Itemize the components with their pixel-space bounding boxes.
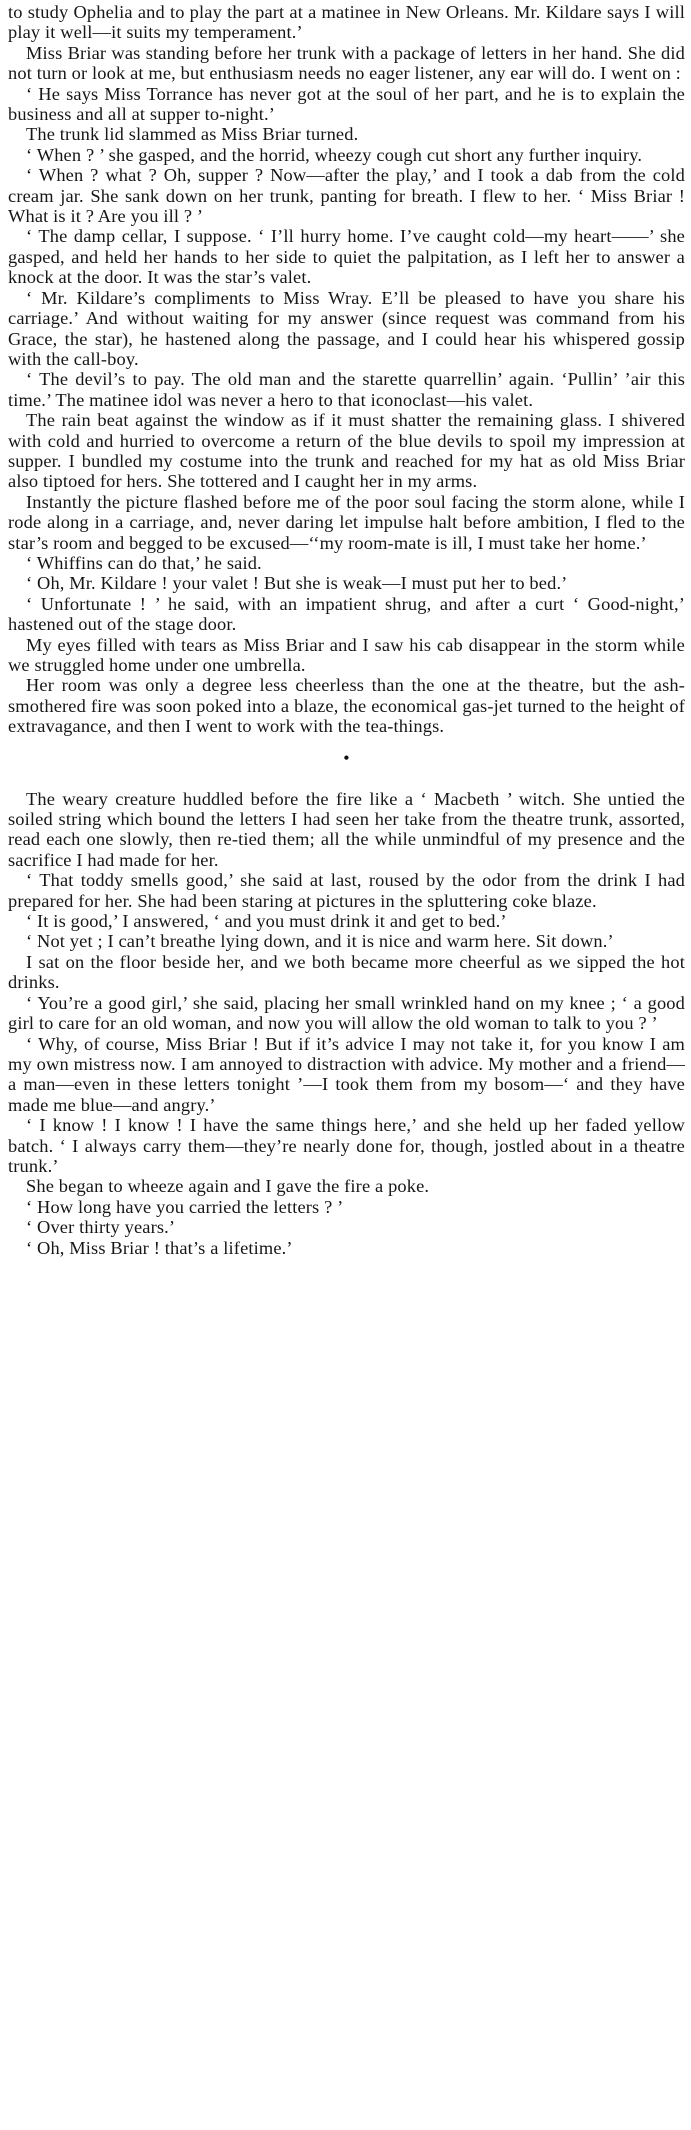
paragraph: ‘ That toddy smells good,’ she said at last, roused by the odor from the drink I had prepared for her. She had been staring at pictures in the spluttering coke blaze. [8,870,685,911]
paragraph: Miss Briar was standing before her trunk with a package of letters in her hand. She did not turn or look at me, but enthusiasm needs no eager listener, any ear will do. I went on : [8,42,685,84]
paragraph: ‘ When ? ’ she gasped, and the horrid, wheezy cough cut short any further inquiry. [26,144,643,165]
paragraph: ‘ You’re a good girl,’ she said, placing her small wrinkled hand on my knee ; ‘ a good girl to care for an old woman, and now you will allow the old woman to talk to you ? ’ [8,992,685,1034]
paragraph: ‘ Whiffins can do that,’ he said. [26,552,262,573]
paragraph: Instantly the picture flashed before me of the poor soul facing the storm alone, while I rode along in a carriage, and, never daring let impulse halt before ambition, I fled to the star’s room and begged to be excused—‘‘my room-mate is ill, I must take her home.’ [8,491,685,553]
paragraph: to study Ophelia and to play the part at a matinee in New Orleans. Mr. Kildare says I will play it well—it suits my temperament.’ [8,2,685,43]
paragraph: She began to wheeze again and I gave the fire a poke. [26,1176,430,1197]
paragraph: ‘ The damp cellar, I suppose. ‘ I’ll hurry home. I’ve caught cold—my heart——’ she gasped, and held her hands to her side to quiet the palpitation, as I left her to answer a knock at the door. It was the star’s valet. [8,226,685,288]
paragraph: I sat on the floor beside her, and we both became more cheerful as we sipped the hot drinks. [8,951,685,993]
paragraph: The weary creature huddled before the fire like a ‘ Macbeth ’ witch. She untied the soiled string which bound the letters I had seen her take from the theatre trunk, assorted, read each one slowly, then re-tied them; all the while unmindful of my presence and the sacrifice I had made for her. [8,788,685,870]
paragraph: ‘ Oh, Miss Briar ! that’s a lifetime.’ [26,1237,293,1258]
article-section-2 [8,789,685,1258]
paragraph: ‘ Unfortunate ! ’ he said, with an impatient shrug, and after a curt ‘ Good-night,’ hastened out of the stage door. [8,593,685,635]
article-section-1 [8,2,685,737]
paragraph: ‘ I know ! I know ! I have the same things here,’ and she held up her faded yellow batch. ‘ I always carry them—they’re nearly done for, though, jostled about in a theatre trunk.’ [8,1115,685,1176]
paragraph: ‘ How long have you carried the letters ? ’ [26,1196,344,1217]
paragraph: ‘ Not yet ; I can’t breathe lying down, and it is nice and warm here. Sit down.’ [26,931,614,952]
paragraph: The trunk lid slammed as Miss Briar turned. [26,124,359,145]
paragraph: ‘ Mr. Kildare’s compliments to Miss Wray. E’ll be pleased to have you share his carriage.’ And without waiting for my answer (since request was command from his Grace, the star), he hastened along the passage, and I could hear his whispered gossip with the call-boy. [8,287,685,369]
paragraph: My eyes filled with tears as Miss Briar and I saw his cab disappear in the storm while we struggled home under one umbrella. [8,634,685,675]
paragraph: The rain beat against the window as if it must shatter the remaining glass. I shivered with cold and hurried to overcome a return of the blue devils to spoil my impression at supper. I bundled my costume into the trunk and reached for my hat as old Miss Briar also tiptoed for hers. She tottered and I caught her in my arms. [8,410,685,492]
paragraph: ‘ When ? what ? Oh, supper ? Now—after the play,’ and I took a dab from the cold cream jar. She sank down on her trunk, panting for breath. I flew to her. ‘ Miss Briar ! What is it ? Are you ill ? ’ [8,165,685,227]
paragraph: ‘ He says Miss Torrance has never got at the soul of her part, and he is to explain the business and all at supper to-night.’ [8,83,685,125]
paragraph: Her room was only a degree less cheerless than the one at the theatre, but the ash-smothered fire was soon poked into a blaze, the economical gas-jet turned to the height of extravagance, and then I went to work with the tea-things. [8,675,685,737]
section-separator: • [343,749,350,767]
paragraph: ‘ Oh, Mr. Kildare ! your valet ! But she is weak—I must put her to bed.’ [26,573,568,594]
paragraph: ‘ It is good,’ I answered, ‘ and you must drink it and get to bed.’ [26,911,507,932]
paragraph: ‘ Over thirty years.’ [26,1217,176,1238]
paragraph: ‘ The devil’s to pay. The old man and the starette quarrellin’ again. ‘Pullin’ ’air this time.’ The matinee idol was never a hero to that iconoclast—his valet. [8,369,685,410]
paragraph: ‘ Why, of course, Miss Briar ! But if it’s advice I may not take it, for you know I am my own mistress now. I am annoyed to distraction with advice. My mother and a friend—a man—even in these letters tonight ’—I took them from my bosom—‘ and they have made me blue—and angry.’ [8,1033,685,1115]
